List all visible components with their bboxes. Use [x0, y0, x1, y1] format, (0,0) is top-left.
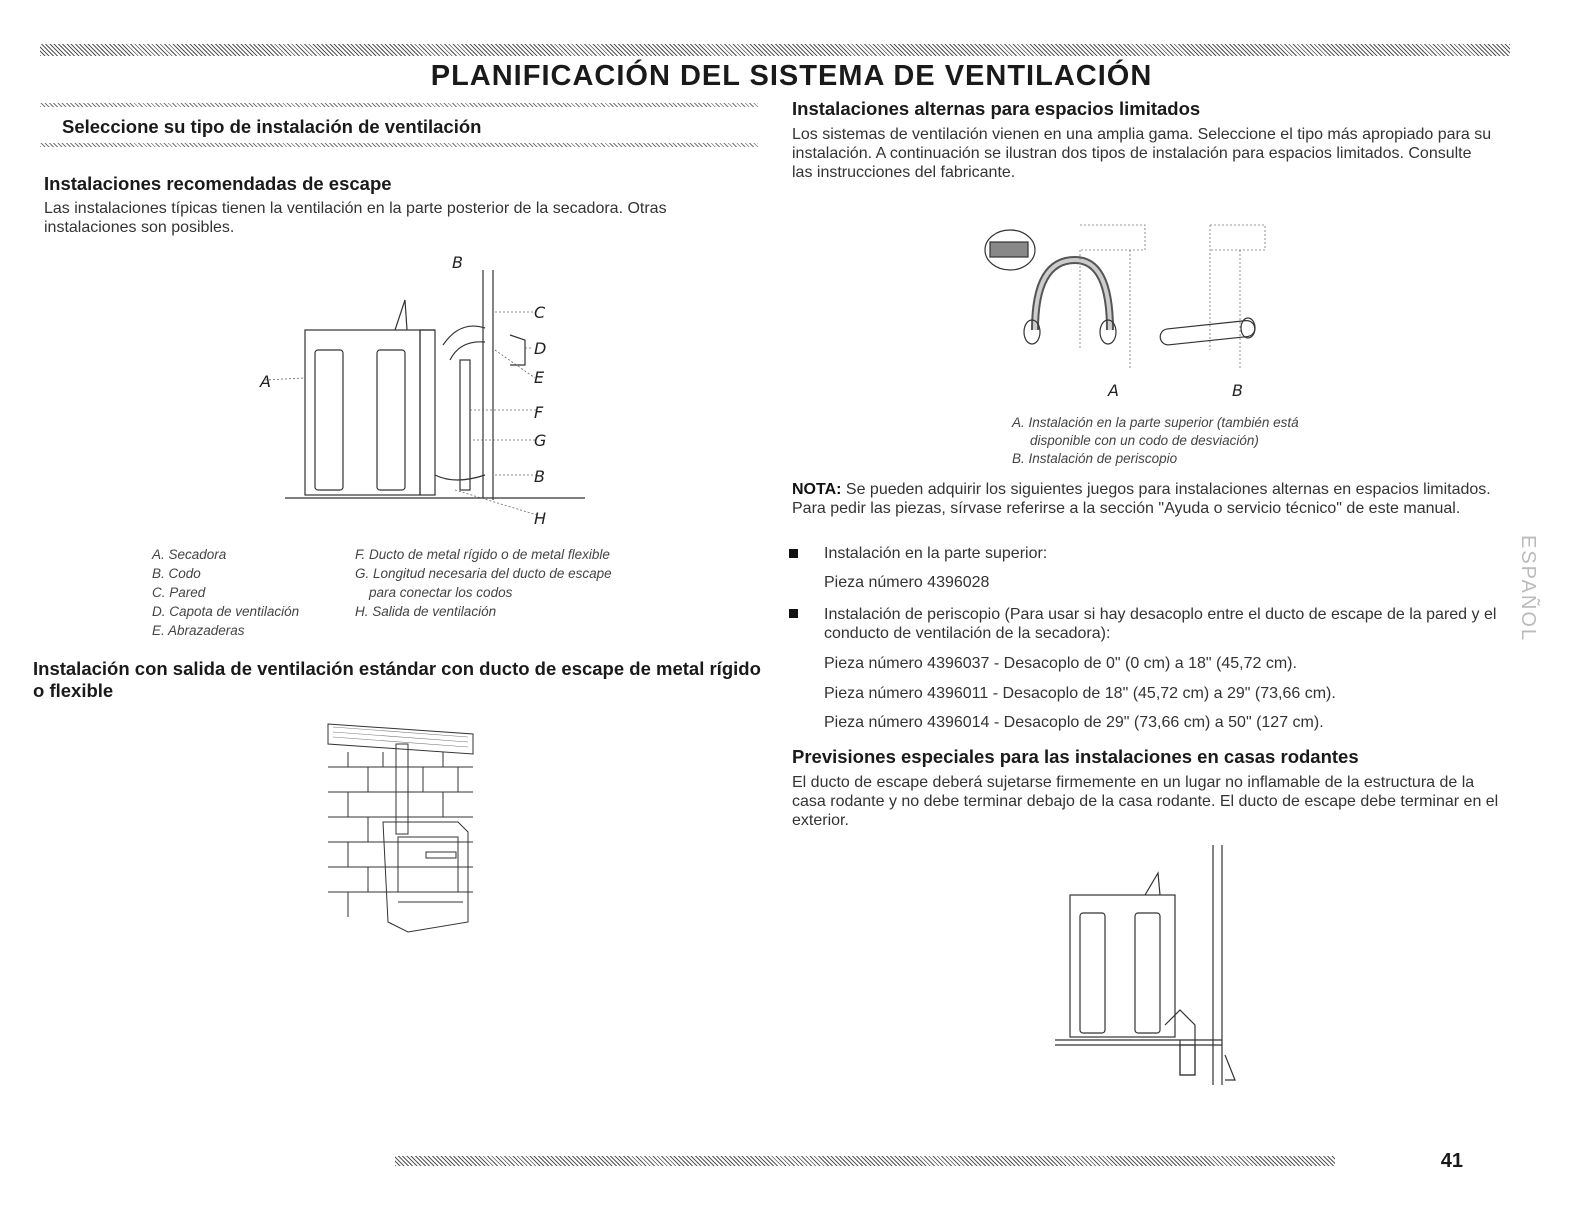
legend-item: G. Longitud necesaria del ducto de escape [355, 566, 612, 581]
label-alt-a: A [1108, 381, 1119, 400]
part-4396014: Pieza número 4396014 - Desacoplo de 29" (73,66 cm) a 50" (127 cm). [824, 714, 1324, 731]
label-e: E [534, 368, 545, 387]
dryer-vent-diagram [255, 250, 585, 540]
caption-line: B. Instalación de periscopio [1012, 451, 1178, 466]
alt-text: Los sistemas de ventilación vienen en una amplia gama. Seleccione el tipo más apropiado para su instalación. A continuación se ilustran dos tipos de instalación para espacios limitados. Consulte las instrucciones del fabricante. [792, 126, 1492, 181]
label-g: G [534, 431, 547, 450]
legend-item: H. Salida de ventilación [355, 604, 497, 619]
page-title: PLANIFICACIÓN DEL SISTEMA DE VENTILACIÓN [430, 60, 1153, 92]
legend-right [355, 545, 612, 621]
legend-item: para conectar los codos [369, 585, 513, 600]
page-number: 41 [1440, 1150, 1463, 1172]
recommended-heading: Instalaciones recomendadas de escape [44, 173, 392, 194]
legend-left [152, 545, 299, 640]
legend-item: B. Codo [152, 566, 201, 581]
label-b-bottom: B [534, 467, 545, 486]
language-tab-text: ESPAÑOL [1517, 535, 1539, 642]
nota-text: Se pueden adquirir los siguientes juegos para instalaciones alternas en espacios limitados. Para pedir las piezas, sírvase referirse a la sección "Ayuda o servicio técnico" de este manual. [792, 481, 1491, 517]
mobile-home-diagram [1050, 845, 1250, 1090]
label-d: D [534, 339, 547, 358]
legend-item: D. Capota de ventilación [152, 604, 300, 619]
nota-paragraph [792, 480, 1492, 518]
part-4396037: Pieza número 4396037 - Desacoplo de 0" (0 cm) a 18" (45,72 cm). [824, 655, 1297, 672]
standard-heading: Instalación con salida de ventilación estándar con ducto de escape de metal rígido o flexible [33, 658, 761, 701]
alt-install-diagram [975, 220, 1275, 370]
legend-item: A. Secadora [152, 547, 227, 562]
part-4396028: Pieza número 4396028 [824, 574, 990, 591]
caption-line: disponible con un codo de desviación) [1030, 433, 1259, 448]
alt-heading: Instalaciones alternas para espacios limitados [792, 98, 1201, 119]
part-4396011: Pieza número 4396011 - Desacoplo de 18" (45,72 cm) a 29" (73,66 cm). [824, 685, 1336, 702]
legend-item: E. Abrazaderas [152, 623, 245, 638]
top-hatch-bar [40, 44, 1510, 56]
label-a: A [260, 372, 271, 391]
caption-line: A. Instalación en la parte superior (también está [1012, 415, 1299, 430]
label-b-top: B [452, 253, 463, 272]
label-c: C [534, 303, 546, 322]
recommended-text: Las instalaciones típicas tienen la ventilación en la parte posterior de la secadora. Otras instalaciones son posibles. [44, 200, 667, 236]
bottom-hatch-bar [395, 1156, 1335, 1166]
section-rule-bottom [40, 143, 758, 147]
section-rule-top [40, 103, 758, 107]
alt-caption [1012, 414, 1299, 468]
nota-label: NOTA: [792, 481, 842, 498]
label-alt-b: B [1232, 381, 1243, 400]
wall-dryer-illustration [328, 722, 478, 932]
bullet-top-install: Instalación en la parte superior: [824, 545, 1048, 562]
mobile-home-heading: Previsiones especiales para las instalaciones en casas rodantes [792, 746, 1359, 767]
label-h: H [534, 509, 547, 528]
mobile-home-text: El ducto de escape deberá sujetarse firmemente en un lugar no inflamable de la estructura de la casa rodante y no debe terminar debajo de la casa rodante. El ducto de escape debe terminar en el exterior. [792, 774, 1499, 829]
bullet-periscope: Instalación de periscopio (Para usar si hay desacoplo entre el ducto de escape de la pared y el conducto de ventilación de la secadora): [824, 605, 1504, 643]
label-f: F [534, 403, 544, 422]
language-tab [1505, 535, 1545, 655]
legend-item: F. Ducto de metal rígido o de metal flexible [355, 547, 610, 562]
select-heading: Seleccione su tipo de instalación de ventilación [62, 116, 482, 137]
legend-item: C. Pared [152, 585, 206, 600]
